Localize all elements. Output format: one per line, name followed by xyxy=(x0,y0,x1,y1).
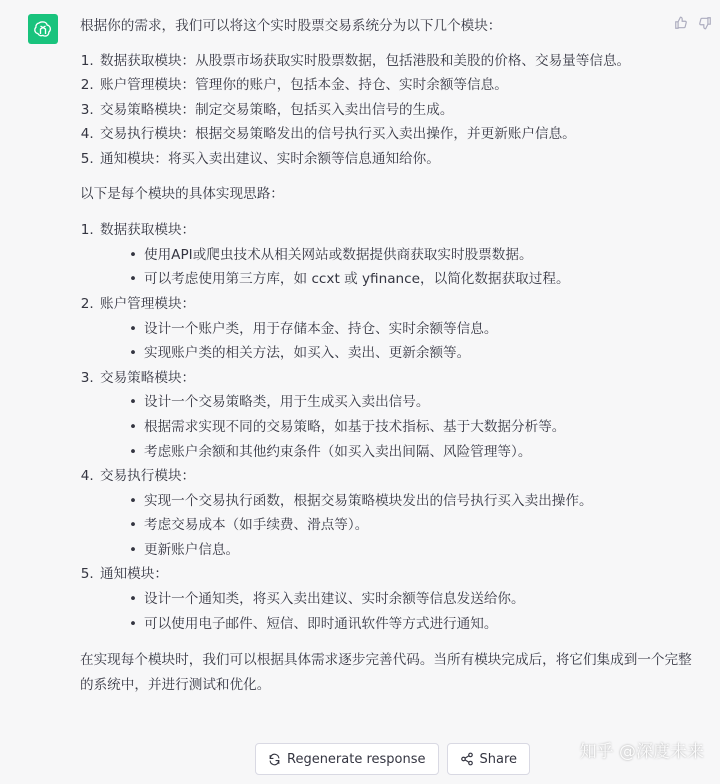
share-icon xyxy=(460,752,474,766)
detail-section xyxy=(98,292,692,366)
assistant-avatar xyxy=(28,14,58,44)
detail-section xyxy=(98,366,692,464)
bullet-item: • 实现账户类的相关方法，如买入、卖出、更新余额等。 xyxy=(144,341,692,366)
bullet-item: • 可以使用电子邮件、短信、即时通讯软件等方式进行通知。 xyxy=(144,612,692,637)
watermark: 知乎 @深度未来 xyxy=(579,742,704,762)
bullet-item: • 考虑账户余额和其他约束条件（如买入卖出间隔、风险管理等）。 xyxy=(144,440,692,465)
bullet-item: • 考虑交易成本（如手续费、滑点等）。 xyxy=(144,513,692,538)
bullet-list xyxy=(100,243,692,292)
detail-title: 交易执行模块： xyxy=(100,468,196,485)
bullet-item: • 可以考虑使用第三方库，如 ccxt 或 yfinance，以简化数据获取过程。 xyxy=(144,267,692,292)
bullet-item: • 根据需求实现不同的交易策略，如基于技术指标、基于大数据分析等。 xyxy=(144,415,692,440)
bullet-item: • 设计一个交易策略类，用于生成买入卖出信号。 xyxy=(144,390,692,415)
share-label: Share xyxy=(479,751,518,767)
bullet-item: • 设计一个通知类，将买入卖出建议、实时余额等信息发送给你。 xyxy=(144,587,692,612)
bullet-list xyxy=(100,390,692,464)
bullet-list xyxy=(100,587,692,636)
detail-title: 数据获取模块： xyxy=(100,222,196,239)
bullet-item: • 使用API或爬虫技术从相关网站或数据提供商获取实时股票数据。 xyxy=(144,243,692,268)
list-item: 5. 通知模块：将买入卖出建议、实时余额等信息通知给你。 xyxy=(98,147,692,172)
list-item: 4. 交易执行模块：根据交易策略发出的信号执行买入卖出操作，并更新账户信息。 xyxy=(98,122,692,147)
share-button[interactable] xyxy=(447,743,531,775)
bullet-list xyxy=(100,317,692,366)
detail-list xyxy=(80,218,692,636)
section-title: 以下是每个模块的具体实现思路： xyxy=(80,185,284,202)
detail-title: 账户管理模块： xyxy=(100,295,196,312)
thumbs-down-icon[interactable] xyxy=(696,14,714,32)
list-item: 3. 交易策略模块：制定交易策略，包括买入卖出信号的生成。 xyxy=(98,98,692,123)
detail-section xyxy=(98,218,692,292)
regenerate-label: Regenerate response xyxy=(287,751,426,767)
regenerate-response-button[interactable] xyxy=(255,743,439,775)
module-list xyxy=(80,49,692,172)
detail-section xyxy=(98,562,692,636)
list-item: 2. 账户管理模块：管理你的账户，包括本金、持仓、实时余额等信息。 xyxy=(98,73,692,98)
detail-title: 交易策略模块： xyxy=(100,369,196,386)
detail-title: 通知模块： xyxy=(100,566,168,583)
closing-text: 在实现每个模块时，我们可以根据具体需求逐步完善代码。当所有模块完成后，将它们集成到一个完整的系统中，并进行测试和优化。 xyxy=(80,652,692,694)
list-item: 1. 数据获取模块：从股票市场获取实时股票数据，包括港股和美股的价格、交易量等信息。 xyxy=(98,49,692,74)
openai-logo-icon xyxy=(33,19,53,39)
bullet-list xyxy=(100,489,692,563)
intro-text: 根据你的需求，我们可以将这个实时股票交易系统分为以下几个模块： xyxy=(80,18,502,34)
footer-actions xyxy=(255,743,530,775)
bullet-item: • 实现一个交易执行函数，根据交易策略模块发出的信号执行买入卖出操作。 xyxy=(144,489,692,514)
refresh-icon xyxy=(268,753,281,766)
bullet-item: • 设计一个账户类，用于存储本金、持仓、实时余额等信息。 xyxy=(144,317,692,342)
assistant-message xyxy=(80,14,692,698)
detail-section xyxy=(98,464,692,562)
bullet-item: • 更新账户信息。 xyxy=(144,538,692,563)
